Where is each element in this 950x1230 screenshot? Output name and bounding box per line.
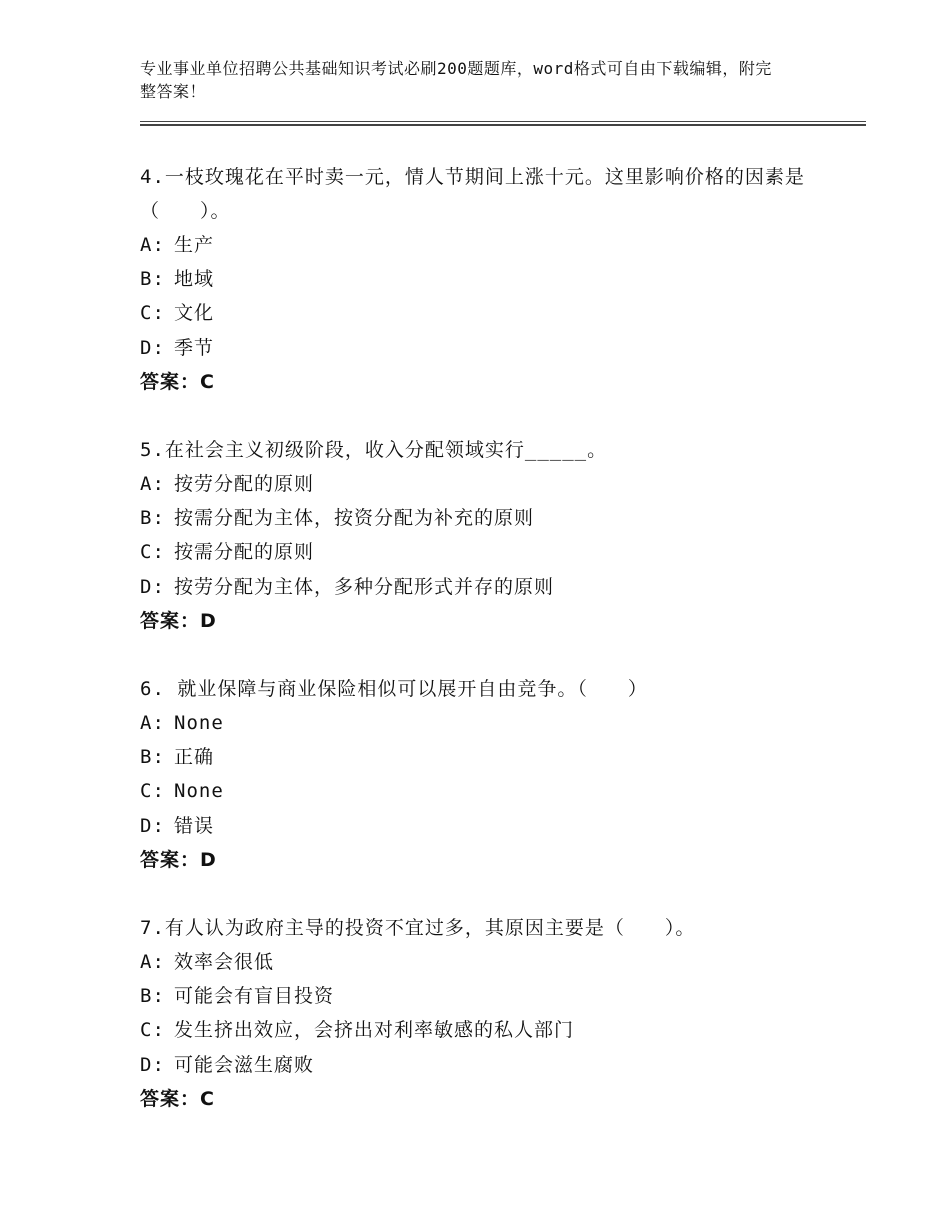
- question-block: [140, 672, 820, 877]
- question-block: [140, 911, 820, 1116]
- answer-line: 答案：D: [140, 848, 217, 871]
- option-text: 可能会滋生腐败: [174, 1053, 315, 1076]
- option-text: None: [174, 780, 224, 803]
- question-stem: 6. 就业保障与商业保险相似可以展开自由竞争。（ ）: [140, 678, 648, 700]
- option-c: [140, 774, 820, 808]
- option-text: 季节: [174, 336, 215, 359]
- option-text: 文化: [174, 302, 215, 325]
- header-divider-thick: [140, 124, 866, 126]
- option-key: C:: [140, 1019, 165, 1042]
- option-key: B:: [140, 268, 165, 291]
- option-b: [140, 262, 820, 296]
- option-b: [140, 740, 820, 774]
- option-c: [140, 296, 820, 330]
- option-key: C:: [140, 541, 165, 564]
- option-a: [140, 467, 820, 501]
- option-text: 生产: [174, 234, 215, 256]
- question-stem: 5.在社会主义初级阶段，收入分配领域实行_____。: [140, 439, 608, 461]
- option-text: 按需分配为主体，按资分配为补充的原则: [174, 507, 535, 530]
- question-block: [140, 160, 820, 399]
- option-key: B:: [140, 985, 165, 1008]
- option-d: [140, 570, 820, 604]
- option-d: [140, 1048, 820, 1082]
- option-text: 效率会很低: [174, 951, 275, 973]
- answer-line: 答案：D: [140, 609, 217, 632]
- option-a: [140, 945, 820, 979]
- question-block: [140, 433, 820, 638]
- document-header: 专业事业单位招聘公共基础知识考试必刷200题题库，word格式可自由下载编辑，附完整答案！: [140, 59, 772, 101]
- option-key: C:: [140, 780, 165, 803]
- option-key: A:: [140, 473, 165, 495]
- option-text: 正确: [174, 746, 215, 769]
- option-a: [140, 228, 820, 262]
- option-text: 错误: [174, 814, 215, 837]
- answer-line: 答案：C: [140, 370, 215, 393]
- option-key: D:: [140, 575, 165, 598]
- option-key: D:: [140, 814, 165, 837]
- option-text: 可能会有盲目投资: [174, 985, 335, 1008]
- header-divider-thin: [140, 121, 866, 122]
- option-key: C:: [140, 302, 165, 325]
- option-d: [140, 809, 820, 843]
- option-key: B:: [140, 507, 165, 530]
- option-c: [140, 535, 820, 569]
- option-text: 按需分配的原则: [174, 541, 315, 564]
- option-key: A:: [140, 234, 165, 256]
- option-b: [140, 979, 820, 1013]
- option-key: D:: [140, 336, 165, 359]
- option-key: D:: [140, 1053, 165, 1076]
- option-key: A:: [140, 712, 165, 734]
- answer-line: 答案：C: [140, 1087, 215, 1110]
- option-text: 地域: [174, 268, 215, 291]
- option-text: 按劳分配为主体，多种分配形式并存的原则: [174, 575, 555, 598]
- option-text: None: [174, 712, 224, 734]
- option-text: 发生挤出效应，会挤出对利率敏感的私人部门: [174, 1019, 575, 1042]
- question-stem: 7.有人认为政府主导的投资不宜过多，其原因主要是（ ）。: [140, 917, 696, 939]
- question-stem: 4.一枝玫瑰花在平时卖一元，情人节期间上涨十元。这里影响价格的因素是（ ）。: [140, 166, 805, 222]
- option-key: A:: [140, 951, 165, 973]
- option-b: [140, 501, 820, 535]
- option-a: [140, 706, 820, 740]
- option-key: B:: [140, 746, 165, 769]
- option-text: 按劳分配的原则: [174, 473, 315, 495]
- option-d: [140, 331, 820, 365]
- option-c: [140, 1013, 820, 1047]
